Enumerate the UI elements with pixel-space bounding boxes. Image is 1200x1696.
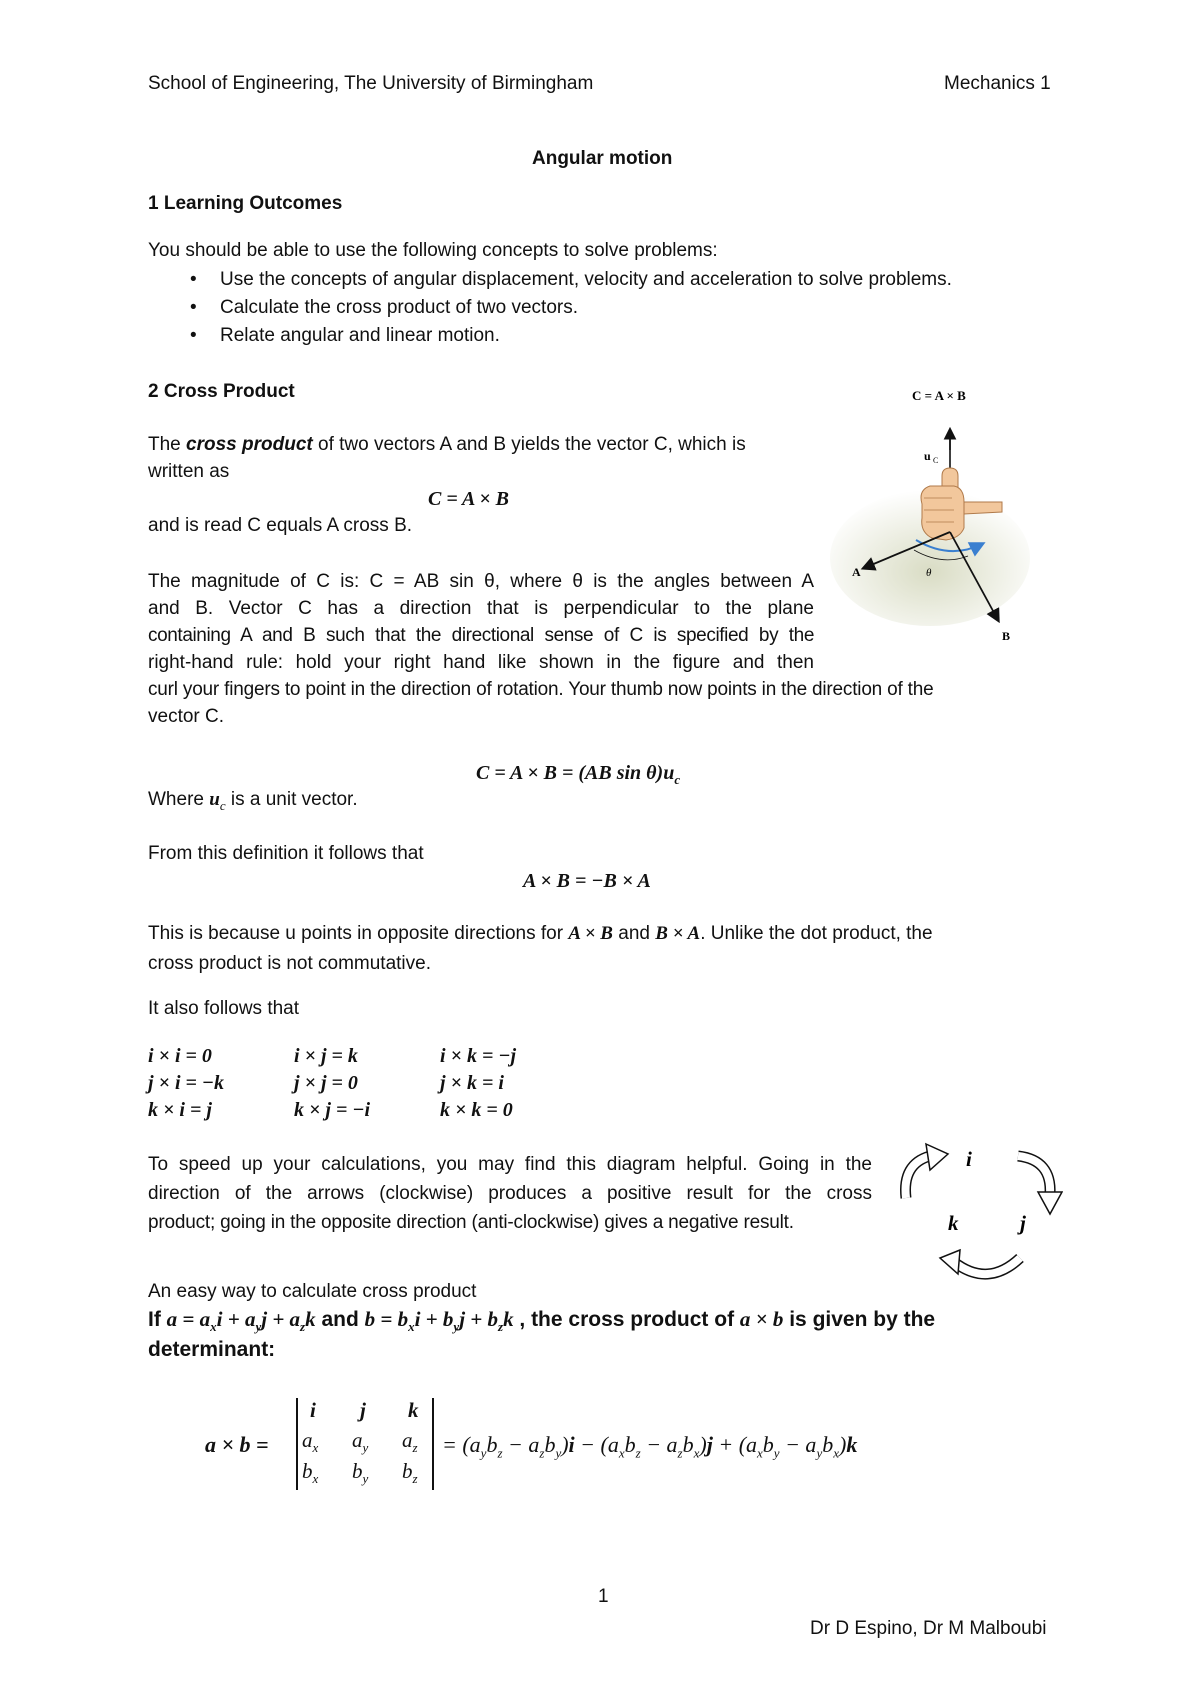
text-line: direction of the arrows (clockwise) produces a positive result for the cross: [148, 1183, 872, 1204]
diagram-helper-paragraph: [148, 1150, 872, 1237]
vector-b-def: $b = b_xi + b_yj + b_zk$: [364, 1307, 514, 1335]
list-item: • Use the concepts of angular displacement, velocity and acceleration to solve problems.: [148, 266, 952, 294]
table-cell: k × j = −i: [294, 1099, 371, 1121]
eq-sub: c: [674, 772, 681, 787]
magnitude-paragraph-cont: [148, 676, 1068, 730]
text-span: . Unlike the dot product, the: [700, 923, 933, 944]
section-heading-learning-outcomes: 1 Learning Outcomes: [148, 193, 343, 214]
unit-vector-products-table: [148, 1043, 586, 1124]
text-span: is a unit vector.: [225, 789, 358, 810]
det-cell-bx: $b_x$: [302, 1459, 319, 1487]
read-as-text: and is read C equals A cross B.: [148, 515, 413, 536]
text-line: The magnitude of C is: C = AB sin θ, where θ is the angles between A: [148, 571, 814, 592]
magnitude-paragraph: [148, 568, 814, 676]
math-span: A × B: [568, 923, 613, 944]
det-cell-by: $b_y$: [352, 1459, 369, 1487]
math-span: B × A: [655, 923, 701, 944]
outcomes-list: [148, 266, 952, 350]
table-cell: i × i = 0: [148, 1045, 212, 1067]
page-title: Angular motion: [532, 148, 673, 169]
text-span: of two vectors A and B yields the vector C, which is: [312, 434, 746, 455]
text-line: product; going in the opposite direction (anti-clockwise) gives a negative result.: [148, 1212, 794, 1233]
cycle-label-j: j: [1020, 1211, 1026, 1235]
determinant-bar-left: [296, 1398, 298, 1490]
equation-cross-magnitude: [476, 762, 680, 788]
det-cell-az: $a_z$: [402, 1428, 418, 1456]
outcomes-intro: You should be able to use the following concepts to solve problems:: [148, 240, 718, 261]
vector-b-label: B: [1002, 629, 1011, 643]
opposite-directions-text: [148, 923, 933, 945]
table-row: [148, 1097, 586, 1124]
cycle-arrow-top-right: [1018, 1156, 1062, 1214]
text-span: , the cross product of: [513, 1308, 740, 1331]
table-row: [148, 1043, 586, 1070]
text-line: curl your fingers to point in the direction of rotation. Your thumb now points in the direction of the: [148, 679, 934, 700]
table-cell: k × k = 0: [440, 1099, 513, 1121]
uc-label: u: [924, 449, 931, 463]
determinant-bar-right: [432, 1398, 434, 1490]
cycle-label-k: k: [948, 1211, 959, 1235]
cross-product-definition-line2: written as: [148, 461, 230, 482]
cycle-label-i: i: [966, 1147, 972, 1171]
text-span: This is because u points in opposite directions for: [148, 923, 569, 944]
list-item: • Calculate the cross product of two vectors.: [148, 294, 952, 322]
text-span: and: [315, 1308, 365, 1331]
unit-vector-text: [148, 789, 358, 814]
determinant-word: determinant:: [148, 1338, 276, 1361]
table-row: [148, 1070, 586, 1097]
determinant-intro-line: [148, 1307, 935, 1335]
theta-label: θ: [926, 567, 932, 579]
text-span: and: [612, 923, 656, 944]
det-cell-i: i: [310, 1398, 316, 1422]
det-cell-k: k: [408, 1398, 419, 1422]
uc-sub-label: C: [933, 456, 939, 465]
det-cell-ax: $a_x$: [302, 1428, 319, 1456]
table-cell: j × j = 0: [294, 1072, 358, 1094]
math-span: a = a: [166, 1307, 211, 1331]
text-line: To speed up your calculations, you may find this diagram helpful. Going in the: [148, 1154, 872, 1175]
math-sub: c: [219, 797, 226, 813]
header-right: Mechanics 1: [944, 73, 1051, 94]
ijk-cycle-diagram: [888, 1130, 1063, 1290]
section-heading-cross-product: 2 Cross Product: [148, 381, 295, 402]
equation-anticommutative: A × B = −B × A: [523, 870, 651, 892]
text-line: containing A and B such that the directional sense of C is specified by the: [148, 625, 814, 646]
cycle-arrow-top-left: [906, 1144, 949, 1198]
figure-title: C = A × B: [912, 388, 966, 403]
math-u: u: [209, 789, 220, 810]
also-follows-text: It also follows that: [148, 998, 300, 1019]
easy-way-heading: An easy way to calculate cross product: [148, 1281, 477, 1302]
text-span: The: [148, 434, 187, 455]
vector-a-label: A: [852, 565, 861, 579]
table-cell: i × k = −j: [440, 1045, 517, 1067]
table-cell: i × j = k: [294, 1045, 358, 1067]
eq-text: C = A × B = (AB sin θ)u: [476, 762, 675, 784]
cycle-arrow-bottom: [940, 1250, 1020, 1274]
list-item: • Relate angular and linear motion.: [148, 322, 952, 350]
footer-authors: Dr D Espino, Dr M Malboubi: [810, 1618, 1047, 1639]
det-cell-j: j: [360, 1398, 366, 1422]
text-span: Where: [148, 789, 210, 810]
definition-follows-text: From this definition it follows that: [148, 843, 424, 864]
math-span: a × b: [739, 1307, 784, 1331]
cross-product-definition-line1: [148, 434, 746, 456]
det-cell-ay: $a_y$: [352, 1428, 369, 1456]
header-left: School of Engineering, The University of Birmingham: [148, 73, 594, 94]
text-line: right-hand rule: hold your right hand like shown in the figure and then: [148, 652, 814, 673]
text-span: If: [148, 1308, 167, 1331]
right-hand-rule-figure: [830, 380, 1030, 648]
determinant-expansion: = $(a_yb_z - a_zb_y)i - (a_xb_z - a_zb_x)j + (a_xb_y - a_yb_x)k$: [442, 1432, 858, 1461]
vector-a-def: $a = a_xi + a_yj + a_zk$: [166, 1307, 316, 1335]
page-number: 1: [598, 1586, 609, 1607]
equation-c-equals-a-cross-b: C = A × B: [428, 488, 509, 510]
det-cell-bz: $b_z$: [402, 1459, 418, 1487]
table-cell: k × i = j: [148, 1099, 212, 1121]
table-cell: j × k = i: [440, 1072, 504, 1094]
table-cell: j × i = −k: [148, 1072, 225, 1094]
text-span: is given by the: [783, 1308, 936, 1331]
text-line: and B. Vector C has a direction that is perpendicular to the plane: [148, 598, 814, 619]
determinant-lhs: a × b =: [205, 1432, 269, 1457]
text-line: vector C.: [148, 706, 225, 727]
term-cross-product: cross product: [186, 434, 313, 455]
not-commutative-text: cross product is not commutative.: [148, 953, 431, 974]
